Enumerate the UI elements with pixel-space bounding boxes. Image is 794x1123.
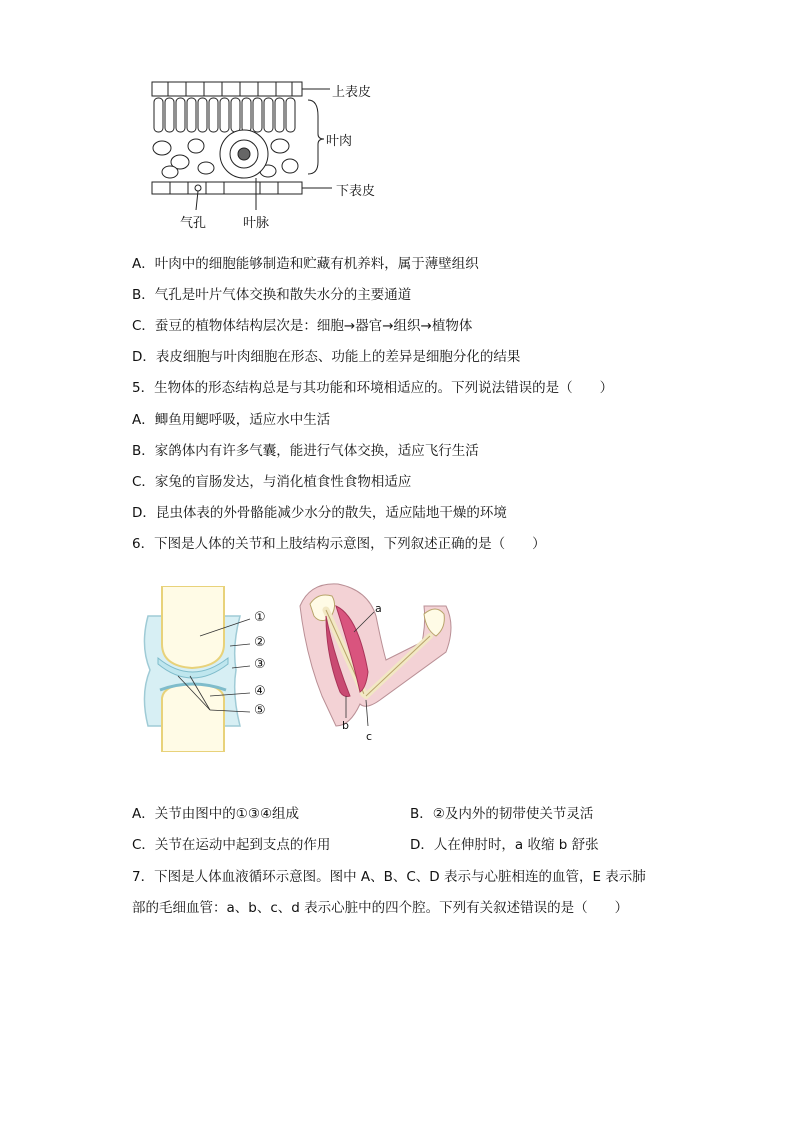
- q4-option-a: A．叶肉中的细胞能够制造和贮藏有机养料，属于薄壁组织: [132, 256, 479, 272]
- joint-label-5: ⑤: [254, 703, 266, 718]
- joint-label-4: ④: [254, 684, 266, 699]
- label-upper-epidermis: 上表皮: [332, 85, 372, 100]
- label-lower-epidermis: 下表皮: [336, 184, 376, 199]
- q4-option-c: C．蚕豆的植物体结构层次是：细胞→器官→组织→植物体: [132, 318, 473, 334]
- q6-option-a: A．关节由图中的①③④组成: [132, 806, 300, 822]
- arm-label-b: b: [342, 719, 349, 732]
- q6-stem: 6．下图是人体的关节和上肢结构示意图，下列叙述正确的是（ ）: [132, 536, 546, 552]
- q5-option-b: B．家鸽体内有许多气囊，能进行气体交换，适应飞行生活: [132, 443, 479, 459]
- q5-stem: 5．生物体的形态结构总是与其功能和环境相适应的。下列说法错误的是（ ）: [132, 380, 614, 396]
- arm-label-c: c: [366, 730, 373, 743]
- q6-option-b: B．②及内外的韧带使关节灵活: [410, 806, 594, 822]
- q7-stem-line1: 7．下图是人体血液循环示意图。图中 A、B、C、D 表示与心脏相连的血管，E 表示肺: [132, 869, 646, 885]
- q6-option-d: D．人在伸肘时，a 收缩 b 舒张: [410, 837, 599, 853]
- leaf-cross-section-figure: [140, 76, 400, 236]
- joint-diagram: [132, 586, 292, 752]
- q5-option-c: C．家兔的盲肠发达，与消化植食性食物相适应: [132, 474, 412, 490]
- joint-label-3: ③: [254, 657, 266, 672]
- q7-stem-line2: 部的毛细血管：a、b、c、d 表示心脏中的四个腔。下列有关叙述错误的是（ ）: [132, 900, 629, 916]
- arm-figure: [296, 576, 460, 748]
- arm-label-a: a: [375, 602, 382, 615]
- q4-option-b: B．气孔是叶片气体交换和散失水分的主要通道: [132, 287, 412, 303]
- q6-option-c: C．关节在运动中起到支点的作用: [132, 837, 331, 853]
- q5-option-d: D．昆虫体表的外骨骼能减少水分的散失，适应陆地干燥的环境: [132, 505, 507, 521]
- q5-option-a: A．鲫鱼用鳃呼吸，适应水中生活: [132, 412, 331, 428]
- label-vein: 叶脉: [243, 216, 270, 231]
- joint-label-1: ①: [254, 610, 266, 625]
- label-stoma: 气孔: [180, 216, 207, 231]
- q4-option-d: D．表皮细胞与叶肉细胞在形态、功能上的差异是细胞分化的结果: [132, 349, 521, 365]
- joint-label-2: ②: [254, 635, 266, 650]
- joint-figure: [132, 586, 292, 752]
- leaf-diagram: [140, 76, 400, 236]
- label-mesophyll: 叶肉: [326, 134, 353, 149]
